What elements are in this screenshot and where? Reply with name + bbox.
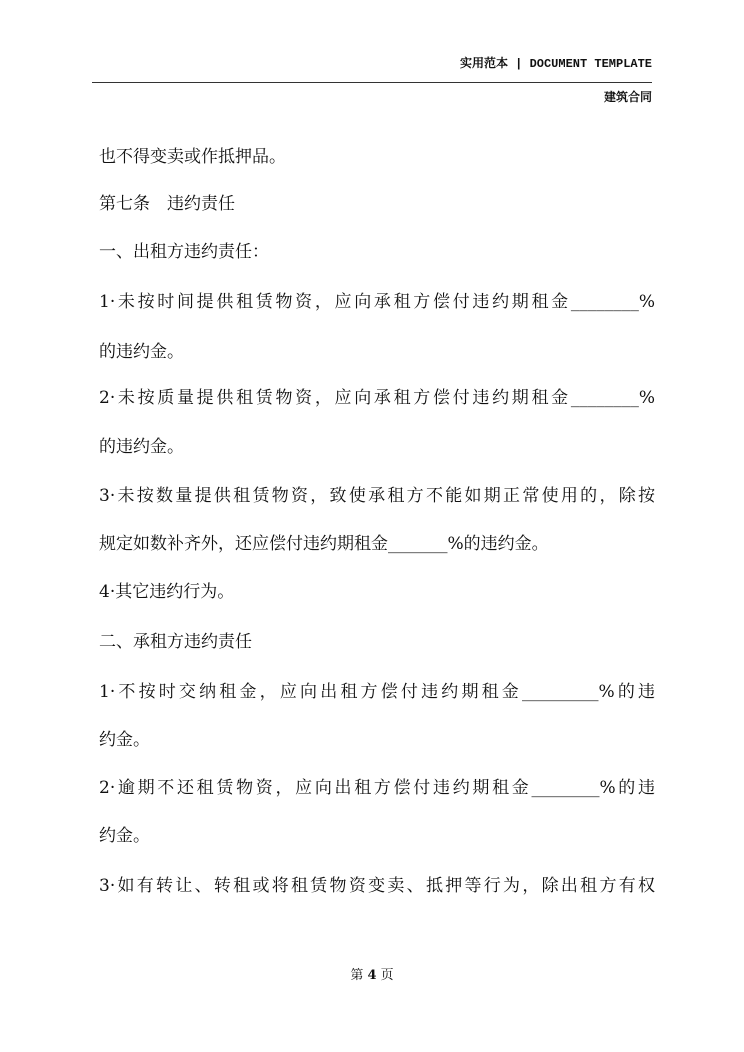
section-heading-lessee: 二、承租方违约责任 xyxy=(99,632,252,652)
body-line-14: 2·逾期不还租赁物资，应向出租方偿付违约期租金________%的违 xyxy=(99,778,655,798)
header-title: 实用范本 | DOCUMENT TEMPLATE xyxy=(459,57,652,71)
body-line-12: 1·不按时交纳租金，应向出租方偿付违约期租金_________%的违 xyxy=(99,682,655,702)
body-line-15: 约金。 xyxy=(99,826,150,846)
page-footer xyxy=(0,964,744,983)
body-line-8: 3·未按数量提供租赁物资，致使承租方不能如期正常使用的，除按 xyxy=(99,486,655,506)
body-line-7: 的违约金。 xyxy=(99,437,184,457)
footer-prefix: 第 xyxy=(350,968,364,983)
page-number: 4 xyxy=(367,968,377,983)
body-line-13: 约金。 xyxy=(99,730,150,750)
footer-suffix: 页 xyxy=(380,968,394,983)
header-subtitle: 建筑合同 xyxy=(603,90,652,104)
body-line-1: 也不得变卖或作抵押品。 xyxy=(99,147,286,167)
body-line-4: 1·未按时间提供租赁物资，应向承租方偿付违约期租金________% xyxy=(99,292,655,312)
header-divider xyxy=(92,82,652,83)
section-heading-lessor: 一、出租方违约责任： xyxy=(99,242,269,262)
body-line-6: 2·未按质量提供租赁物资，应向承租方偿付违约期租金________% xyxy=(99,388,655,408)
body-line-9: 规定如数补齐外，还应偿付违约期租金_______%的违约金。 xyxy=(99,534,549,554)
body-line-16: 3·如有转让、转租或将租赁物资变卖、抵押等行为，除出租方有权 xyxy=(99,876,655,896)
body-line-10: 4·其它违约行为。 xyxy=(99,582,235,602)
article-heading: 第七条 违约责任 xyxy=(99,194,235,214)
body-line-5: 的违约金。 xyxy=(99,342,184,362)
